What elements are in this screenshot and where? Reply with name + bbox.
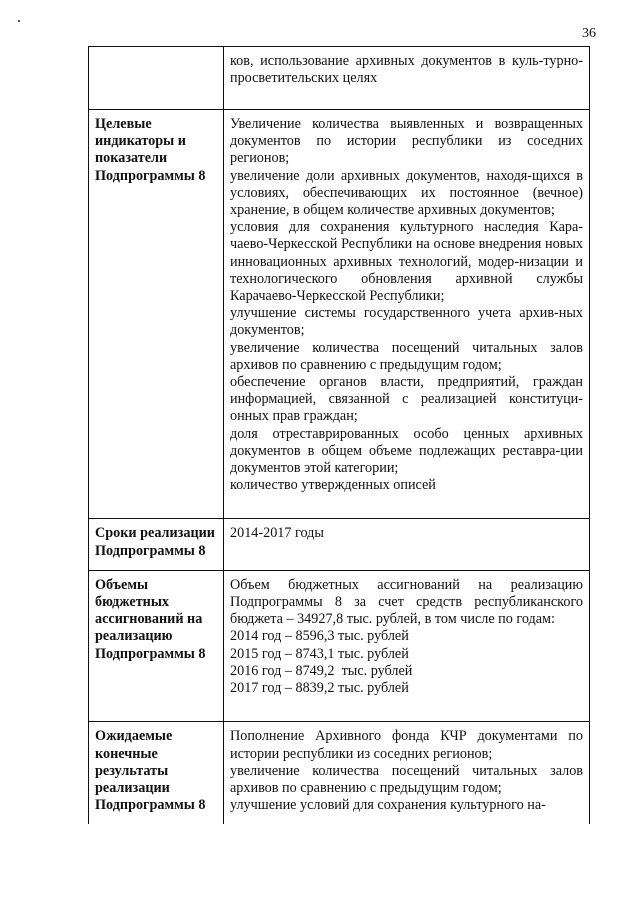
scan-speck [18,20,20,22]
row-label [89,47,224,110]
content-paragraph: Объем бюджетных ассигнований на реализацию Подпрограммы 8 за счет средств республиканского бюджета – 34927,8 тыс. рублей, в том числе по годам: [230,576,583,628]
content-paragraph: 2017 год – 8839,2 тыс. рублей [230,680,409,697]
content-paragraph: увеличение количества посещений читальных залов архивов по сравнению с предыдущим годом; [230,762,583,796]
content-paragraph: доля отреставрированных особо ценных архивных документов в общем объеме подлежащих реставра-ции документов этой категории; [230,425,583,477]
row-content [224,110,590,519]
content-paragraph: Увеличение количества выявленных и возвращенных документов по истории республики из соседних регионов; [230,116,583,167]
row-content [224,519,590,570]
content-paragraph: 2016 год – 8749,2 тыс. рублей [230,662,413,679]
row-content [224,47,590,110]
content-paragraph: ков, использование архивных документов в куль-турно-просветительских целях [230,53,583,87]
row-content [224,722,590,825]
row-label: Целевые индикаторы и показатели Подпрограммы 8 [89,110,224,519]
row-content [224,570,590,721]
content-paragraph: условия для сохранения культурного наследия Кара-чаево-Черкесской Республики на основе внедрения новых инновационных архивных технологий, модер-низации и технологического обновления архивной службы Карачаево-Черкесской Республики; [230,219,583,305]
content-paragraph: 2015 год – 8743,1 тыс. рублей [230,645,409,662]
page-number: 36 [582,26,596,41]
content-paragraph: 2014-2017 годы [230,525,324,542]
table-row [89,47,590,110]
table-row [89,722,590,825]
row-label: Ожидаемые конечные результаты реализации Подпрограммы 8 [89,722,224,825]
content-paragraph: обеспечение органов власти, предприятий, граждан информацией, связанной с реализацией конституци-онных прав граждан; [230,374,583,425]
table-row [89,570,590,721]
content-paragraph: Пополнение Архивного фонда КЧР документами по истории республики из соседних регионов; [230,728,583,762]
table-row [89,519,590,570]
row-label: Объемы бюджетных ассигнований на реализацию Подпрограммы 8 [89,570,224,721]
content-paragraph: 2014 год – 8596,3 тыс. рублей [230,628,409,645]
content-paragraph: увеличение доли архивных документов, находя-щихся в условиях, обеспечивающих их постоянное (вечное) хранение, в общем количестве архивных документов; [230,167,583,219]
table-row [89,110,590,519]
row-label: Сроки реализации Подпрограммы 8 [89,519,224,570]
content-paragraph: увеличение количества посещений читальных залов архивов по сравнению с предыдущим годом; [230,339,583,373]
content-paragraph: количество утвержденных описей [230,477,436,494]
content-paragraph: улучшение системы государственного учета архив-ных документов; [230,305,583,339]
content-paragraph: улучшение условий для сохранения культурного на- [230,797,546,814]
passport-table [88,46,590,824]
